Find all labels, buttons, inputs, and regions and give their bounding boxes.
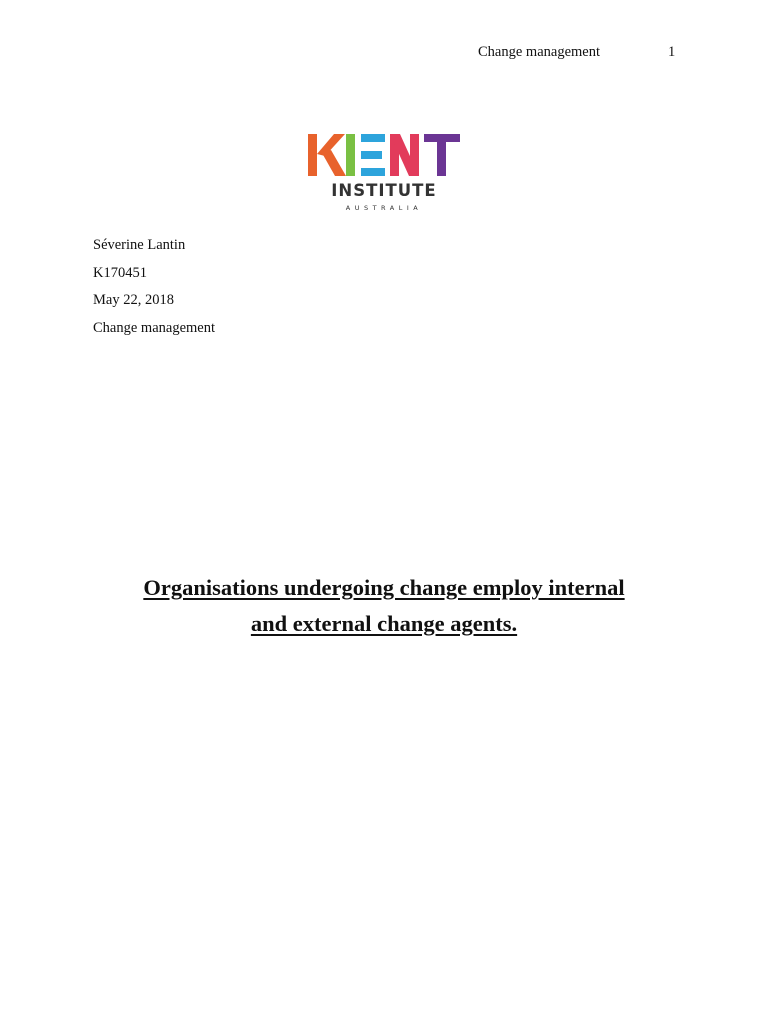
student-id: K170451 — [93, 264, 147, 281]
logo-region: AUSTRALIA — [345, 204, 423, 212]
logo-subtitle: INSTITUTE — [331, 181, 437, 200]
title-line-1: Organisations undergoing change employ internal — [143, 575, 625, 600]
logo-letter-i — [346, 134, 355, 176]
logo-letter-e — [361, 134, 385, 176]
author-block — [93, 236, 215, 346]
author-name: Séverine Lantin — [93, 237, 186, 253]
course-name: Change management — [93, 319, 215, 336]
title-line-2: and external change agents. — [250, 611, 518, 636]
kent-institute-logo — [298, 120, 470, 218]
submission-date: May 22, 2018 — [93, 292, 174, 308]
page-number: 1 — [668, 44, 676, 60]
running-head: Change management — [478, 44, 600, 60]
document-title — [84, 570, 684, 642]
